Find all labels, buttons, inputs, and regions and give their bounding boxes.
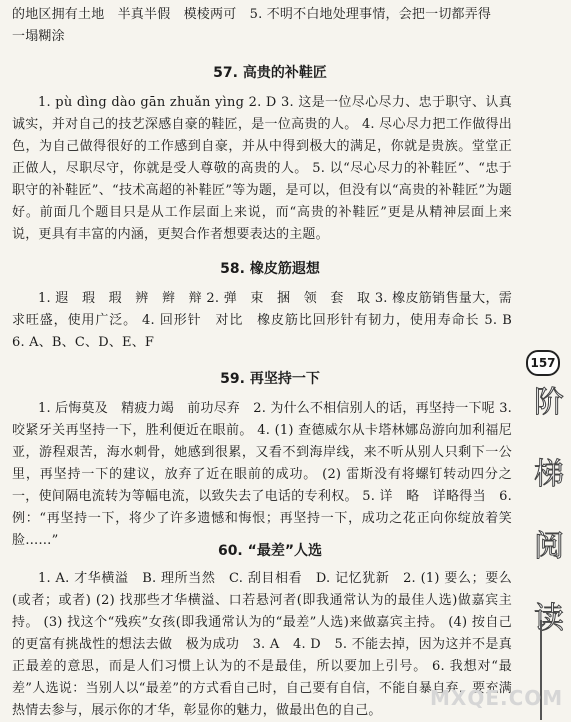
section-title-57: 57. 高贵的补鞋匠 [213, 65, 327, 81]
side-char-3: 阅 [534, 529, 564, 564]
section-body-58: 1. 遐 瑕 瑕 辨 辫 辩 2. 弹 束 捆 领 套 取 3. 橡皮筋销售量大，需求旺盛，使用广泛。 4. 回形针 对比 橡皮筋比回形针有韧力，使用寿命长 5. B 6. A、B、C、D、E、F [12, 291, 526, 350]
section-body-60: 1. A. 才华横溢 B. 理所当然 C. 刮目相看 D. 记忆犹新 2. (1) 要么；要么(或者；或者) (2) 找那些才华横溢、口若悬河者(即我通常认为的最佳人选)做嘉宾主持。 (3) 找这个“残疾”女孩(即我通常认为的“最差”人选)来做嘉宾主持。 (4) 按自己的更富有挑战性的想法去做 极为成功 3. A 4. D 5. 不能去掉，因为这并不是真正最差的意思，而是人们习惯上认为的不是最佳，所以要加上引号。 6. 我想对“最差”人选说：当别人以“最差”的方式看自己时，自己要有自信，不能自暴自弃，要充满热情去参与，展示你的才华，彰显你的魅力，做最出色的自己。 [12, 571, 512, 718]
side-char-1: 阶 [534, 385, 564, 420]
section-title-58: 58. 橡皮筋遐想 [220, 261, 320, 277]
section-body-57: 1. pù dìng dào gān zhuǎn yìng 2. D 3. 这是一位尽心尽力、忠于职守、认真诚实，并对自己的技艺深感自豪的鞋匠，是一位高贵的人。 4. 尽心尽力把工作做得出色，为自己做得很好的工作感到自豪，并从中得到极大的满足，你就是贵族。堂堂正正做人，尽职尽守，你就是受人尊敬的高贵的人。 5. 以“尽心尽力的补鞋匠”、“忠于职守的补鞋匠”、“技术高超的补鞋匠”等为题，是可以，但没有以“高贵的补鞋匠”为题好。前面几个题目只是从工作层面上来说，而“高贵的补鞋匠”更是从精神层面上来说，更具有丰富的内涵，更契合作者想要表达的主题。 [12, 95, 512, 242]
top-line-1: 的地区拥有土地 半真半假 模棱两可 5. 不明不白地处理事情，会把一切都弄得 [12, 7, 492, 22]
section-title-59: 59. 再坚持一下 [220, 371, 320, 387]
top-continuation [12, 4, 512, 48]
side-char-2: 梯 [534, 457, 564, 492]
section-body-59: 1. 后悔莫及 精疲力竭 前功尽弃 2. 为什么不相信别人的话，再坚持一下呢 3. 咬紧牙关再坚持一下，胜利便近在眼前。 4. (1) 查德威尔从卡塔林娜岛游向加利福尼亚，游程艰苦，海水刺骨，她感到很累，又看不到海岸线，来不听从别人只剩下一公里，再坚持一下的建议，放弃了近在眼前的成功。 (2) 雷斯没有将螺钉转动四分之一，使间隔电流转为等幅电流，以致失去了电话的专利权。 5. 详 略 详略得当 6. 例：“再坚持一下，将少了许多遗憾和悔恨；再坚持一下，成功之花正向你绽放着笑脸……” [12, 401, 512, 548]
watermark: MXQE.COM [430, 686, 564, 710]
section-title-60: 60. “最差”人选 [217, 543, 323, 559]
top-line-2: 一塌糊涂 [12, 29, 65, 44]
side-char-4: 读 [534, 601, 564, 636]
page-number-badge: 157 [526, 350, 560, 376]
